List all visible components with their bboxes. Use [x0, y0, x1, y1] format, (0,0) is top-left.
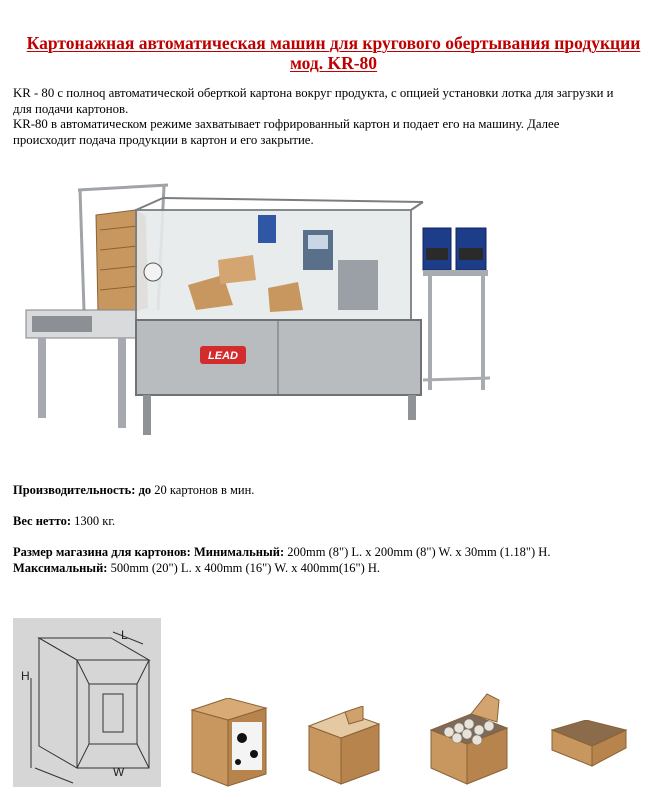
- carton-wrapped-product: [188, 698, 270, 788]
- intro-line-2: для подачи картонов.: [13, 101, 129, 116]
- spec-productivity: [13, 483, 658, 499]
- productivity-value: 20 картонов в мин.: [154, 483, 255, 497]
- intro-text: [13, 86, 658, 148]
- magazine-min-value: 200mm (8") L. x 200mm (8") W. x 30mm (1.18") H.: [287, 545, 551, 559]
- magazine-min-label: Минимальный:: [193, 545, 285, 559]
- infeed-conveyor: [26, 310, 136, 428]
- intro-line-3: KR-80 в автоматическом режиме захватывает гофрированный картон и подает его на машину. Далее: [13, 117, 560, 131]
- spec-weight: [13, 514, 658, 530]
- carton-open-tray: [305, 706, 383, 786]
- magazine-max-label: Максимальный:: [13, 560, 108, 575]
- title-line-1: Картонажная автоматическая машин для кругового обертывания продукции: [26, 33, 641, 53]
- intro-line-4: происходит подача продукции в картон и его закрытие.: [13, 132, 314, 147]
- title-line-2: мод. KR-80: [289, 53, 378, 73]
- carton-dimension-diagram: [13, 618, 161, 787]
- carton-flat-tray: [548, 720, 630, 768]
- weight-value: 1300 кг.: [74, 514, 116, 528]
- intro-line-1: KR - 80 с полноq автоматической оберткой картона вокруг продукта, с опцией установки лотка для загрузки и: [13, 86, 614, 100]
- machine-base: [136, 320, 421, 435]
- carton-with-bottles: [427, 692, 512, 785]
- magazine-label: Размер магазина для картонов:: [13, 545, 191, 559]
- magazine-max-value: 500mm (20") L. x 400mm (16") W. x 400mm(16") H.: [110, 560, 381, 575]
- page-title: [0, 33, 667, 73]
- spec-magazine: [13, 545, 658, 576]
- diagram-label-l: L: [121, 628, 128, 642]
- diagram-label-h: H: [21, 669, 30, 683]
- weight-label: Вес нетто:: [13, 514, 71, 528]
- diagram-label-w: W: [113, 765, 125, 779]
- productivity-label: Производительность:: [13, 483, 136, 497]
- machine-brand-label: LEAD: [208, 350, 238, 362]
- machine-frame: [136, 198, 423, 320]
- machine-image: [18, 160, 518, 460]
- glue-units: [423, 228, 490, 390]
- productivity-prefix: до: [138, 483, 152, 497]
